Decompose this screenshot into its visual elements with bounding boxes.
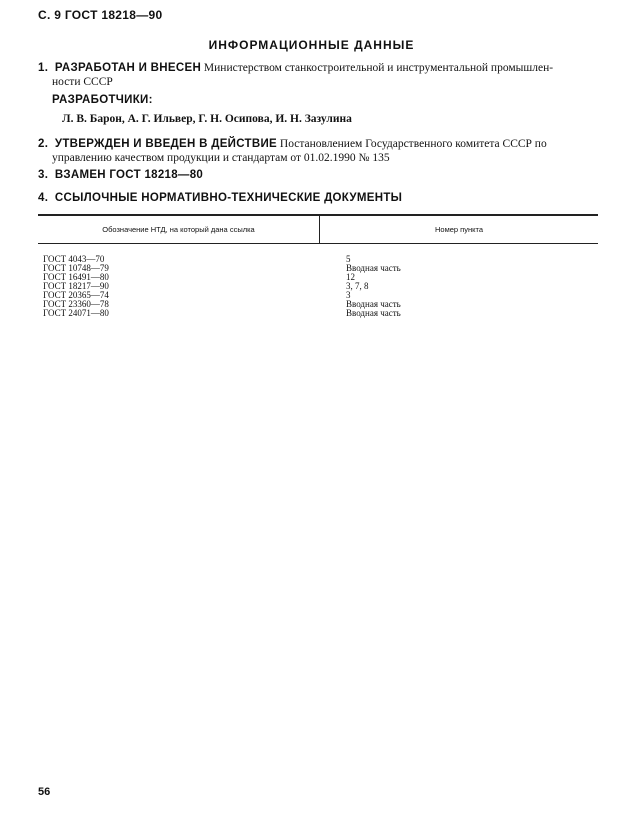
item-text: Постановлением Государственного комитета СССР по [279,138,547,150]
table-cell-document: ГОСТ 18217—90 [43,281,109,291]
table-row [38,309,598,318]
table-cell-clause: 3 [346,290,351,300]
table-cell-document: ГОСТ 23360—78 [43,299,109,309]
item-number: 1. [38,62,49,74]
developers-names: Л. В. Барон, А. Г. Ильвер, Г. Н. Осипова, И. Н. Зазулина [62,113,352,125]
item-developed-by [38,61,598,89]
table-header-document: Обозначение НТД, на который дана ссылка [102,225,255,234]
page-header: С. 9 ГОСТ 18218—90 [38,8,163,22]
table-cell-clause: 5 [346,254,351,264]
table-cell-document: ГОСТ 4043—70 [43,254,105,264]
item-heading: ВЗАМЕН ГОСТ 18218—80 [54,169,204,181]
page-number: 56 [38,786,51,798]
table-row [38,282,598,291]
item-heading: УТВЕРЖДЕН И ВВЕДЕН В ДЕЙСТВИЕ [54,138,278,150]
item-approved [38,137,598,165]
table-row [38,264,598,273]
table-cell-document: ГОСТ 20365—74 [43,290,109,300]
developers-label: РАЗРАБОТЧИКИ: [52,94,153,106]
item-replaces [38,168,598,182]
item-text: Министерством станкостроительной и инструментальной промышлен- [203,62,554,74]
table-cell-clause: Вводная часть [346,263,401,273]
item-number: 3. [38,169,49,181]
table-cell-document: ГОСТ 10748—79 [43,263,109,273]
item-number: 4. [38,192,49,204]
table-cell-document: ГОСТ 24071—80 [43,308,109,318]
table-cell-document: ГОСТ 16491—80 [43,272,109,282]
table-row [38,273,598,282]
table-row [38,300,598,309]
item-text-continued: управлению качеством продукции и стандартам от 01.02.1990 № 135 [52,152,390,164]
table-cell-clause: 12 [346,272,355,282]
table-header-rule [38,243,598,244]
item-heading: РАЗРАБОТАН И ВНЕСЕН [54,62,202,74]
table-cell-clause: Вводная часть [346,308,401,318]
item-number: 2. [38,138,49,150]
table-row [38,291,598,300]
item-text-continued: ности СССР [52,76,113,88]
section-title: ИНФОРМАЦИОННЫЕ ДАННЫЕ [208,38,415,52]
table-cell-clause: Вводная часть [346,299,401,309]
table-row [38,255,598,264]
table-header-clause: Номер пункта [434,225,483,234]
item-heading: ССЫЛОЧНЫЕ НОРМАТИВНО-ТЕХНИЧЕСКИЕ ДОКУМЕНТЫ [54,192,403,204]
table-top-rule [38,214,598,216]
item-reference-docs [38,191,598,205]
table-body [38,255,598,318]
table-cell-clause: 3, 7, 8 [346,281,369,291]
